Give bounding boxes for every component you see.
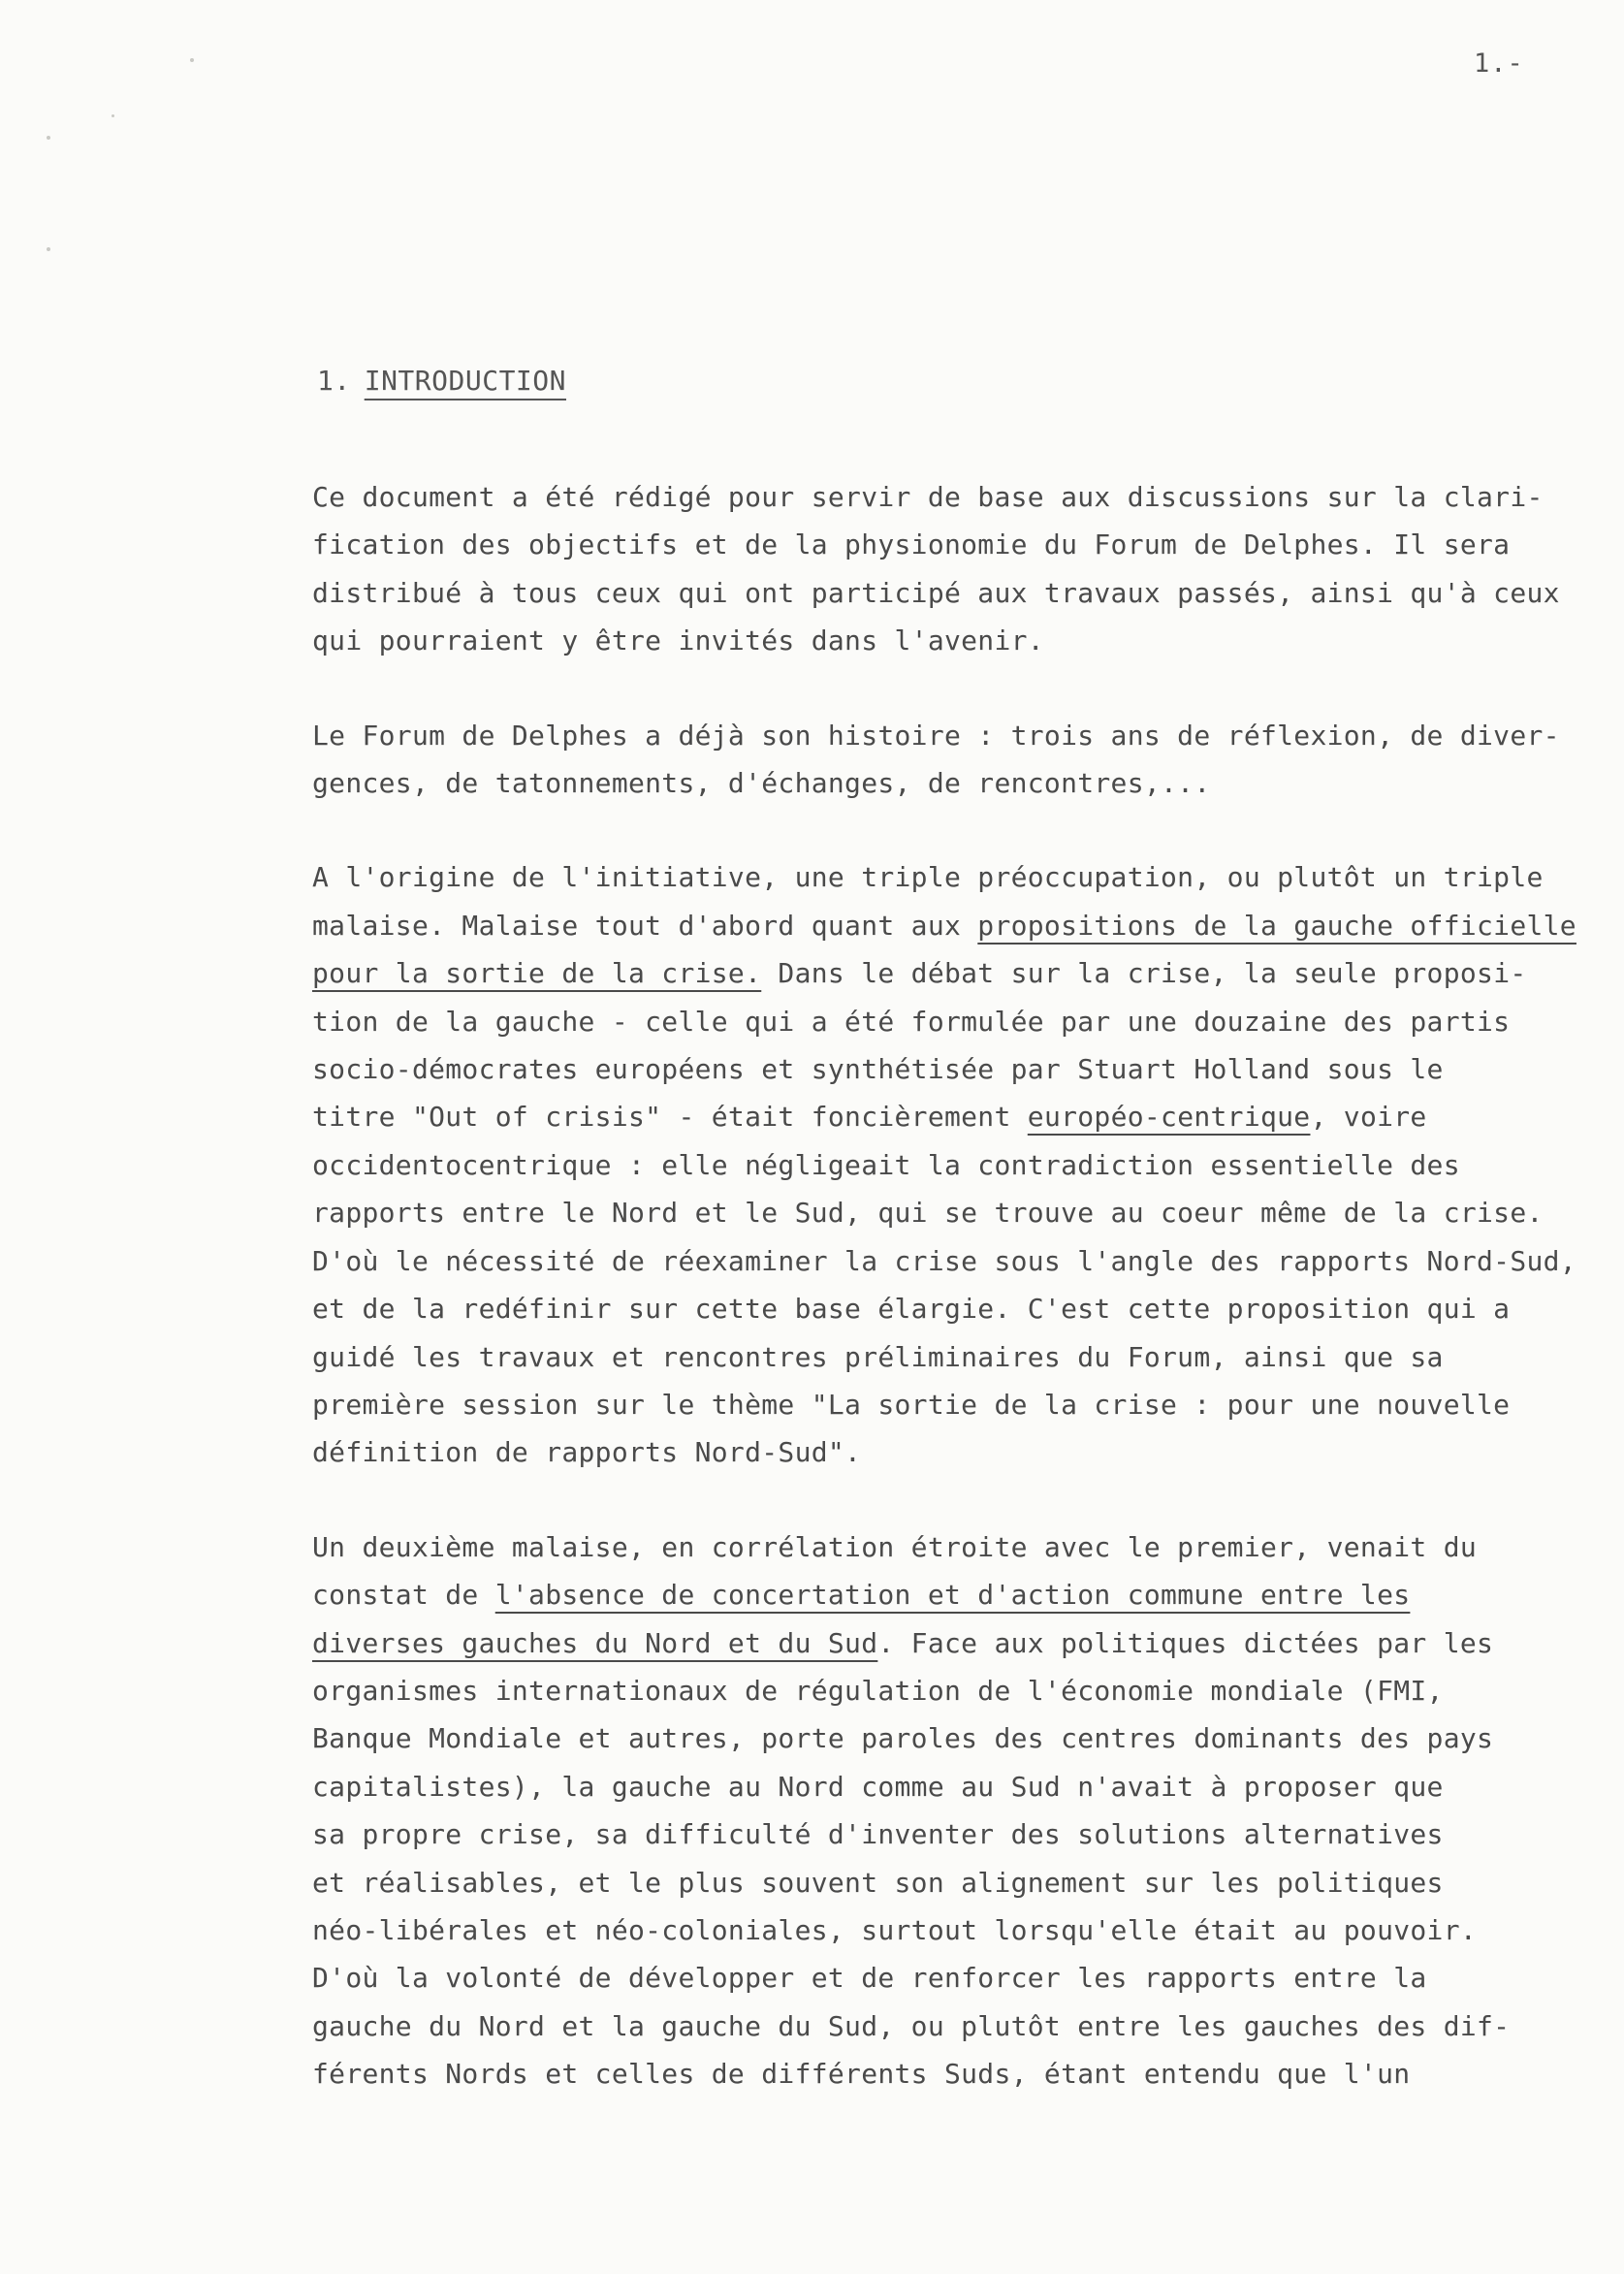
- section-title: INTRODUCTION: [364, 365, 567, 397]
- text-line: [312, 853, 1544, 901]
- paragraph-4: [312, 1523, 1544, 2098]
- text-line: [312, 998, 1544, 1045]
- text-segment: capitalistes), la gauche au Nord comme au Sud n'avait à proposer que: [312, 1770, 1444, 1803]
- text-segment: qui pourraient y être invités dans l'avenir.: [312, 625, 1044, 657]
- text-segment: Ce document a été rédigé pour servir de base aux discussions sur la clari-: [312, 481, 1544, 513]
- text-line: [312, 1381, 1544, 1428]
- text-segment: gauche du Nord et la gauche du Sud, ou plutôt entre les gauches des dif-: [312, 2009, 1511, 2042]
- section-number: 1.: [317, 365, 351, 397]
- text-segment: A l'origine de l'initiative, une triple préoccupation, ou plutôt un triple: [312, 861, 1544, 894]
- text-segment: D'où la volonté de développer et de renforcer les rapports entre la: [312, 1962, 1427, 1995]
- paper-speck: [47, 136, 50, 140]
- text-line: [312, 2002, 1544, 2050]
- text-segment: , voire: [1310, 1101, 1427, 1134]
- text-line: [312, 1906, 1544, 1954]
- paper-speck: [47, 247, 50, 251]
- text-line: [312, 1428, 1544, 1476]
- text-segment: distribué à tous ceux qui ont participé aux travaux passés, ainsi qu'à ceux: [312, 576, 1560, 609]
- text-line: [312, 1523, 1544, 1571]
- text-line: [312, 712, 1560, 759]
- text-segment: Dans le débat sur la crise, la seule proposi-: [761, 957, 1527, 990]
- text-segment: constat de: [312, 1579, 495, 1612]
- paragraph-3: [312, 853, 1576, 1476]
- text-segment: néo-libérales et néo-coloniales, surtout lorsqu'elle était au pouvoir.: [312, 1913, 1478, 1946]
- text-line: [312, 1571, 1544, 1618]
- text-line: [312, 1045, 1544, 1093]
- text-line: [312, 1619, 1544, 1667]
- text-line: [312, 902, 1576, 949]
- text-line: [312, 1285, 1544, 1332]
- text-segment: Banque Mondiale et autres, porte paroles des centres dominants des pays: [312, 1722, 1494, 1755]
- text-segment: fication des objectifs et de la physionomie du Forum de Delphes. Il sera: [312, 528, 1511, 561]
- text-line: [312, 1763, 1544, 1810]
- text-segment: sa propre crise, sa difficulté d'inventer des solutions alternatives: [312, 1818, 1444, 1851]
- underlined-text: l'absence de concertation et d'action commune entre les: [494, 1579, 1411, 1612]
- text-line: [312, 521, 1544, 568]
- text-segment: gences, de tatonnements, d'échanges, de rencontres,...: [312, 767, 1211, 800]
- text-line: [312, 1954, 1544, 2002]
- paper-speck: [190, 58, 194, 62]
- underlined-text: pour la sortie de la crise.: [312, 957, 762, 990]
- text-line: [312, 1093, 1544, 1140]
- text-line: [312, 617, 1544, 664]
- text-line: [312, 569, 1560, 617]
- text-segment: Un deuxième malaise, en corrélation étroite avec le premier, venait du: [312, 1530, 1478, 1563]
- underlined-text: diverses gauches du Nord et du Sud: [312, 1626, 878, 1659]
- text-segment: malaise. Malaise tout d'abord quant aux: [312, 909, 978, 942]
- text-segment: socio-démocrates européens et synthétisée par Stuart Holland sous le: [312, 1053, 1444, 1086]
- text-segment: férents Nords et celles de différents Suds, étant entendu que l'un: [312, 2058, 1411, 2091]
- text-segment: guidé les travaux et rencontres préliminaires du Forum, ainsi que sa: [312, 1340, 1444, 1373]
- underlined-text: européo-centrique: [1027, 1101, 1311, 1134]
- text-segment: et de la redéfinir sur cette base élargie. C'est cette proposition qui a: [312, 1293, 1511, 1326]
- text-line: [312, 1333, 1544, 1381]
- text-segment: première session sur le thème "La sortie de la crise : pour une nouvelle: [312, 1388, 1511, 1421]
- paper-speck: [111, 114, 114, 117]
- text-segment: occidentocentrique : elle négligeait la contradiction essentielle des: [312, 1148, 1460, 1181]
- text-line: [312, 1237, 1576, 1285]
- paragraph-2: [312, 712, 1560, 808]
- text-line: [312, 949, 1544, 997]
- text-segment: tion de la gauche - celle qui a été formulée par une douzaine des partis: [312, 1005, 1511, 1038]
- body-text: [312, 473, 1576, 2145]
- text-segment: D'où le nécessité de réexaminer la crise sous l'angle des rapports Nord-Sud,: [312, 1244, 1576, 1277]
- text-segment: définition de rapports Nord-Sud".: [312, 1436, 862, 1469]
- section-heading: [317, 365, 566, 397]
- page-number: 1.-: [1474, 48, 1524, 79]
- text-line: [312, 1859, 1544, 1906]
- underlined-text: propositions de la gauche officielle: [977, 909, 1576, 942]
- text-segment: . Face aux politiques dictées par les: [877, 1626, 1494, 1659]
- paragraph-1: [312, 473, 1560, 665]
- text-line: [312, 1141, 1544, 1189]
- text-line: [312, 1810, 1544, 1858]
- text-line: [312, 759, 1544, 807]
- text-segment: organismes internationaux de régulation de l'économie mondiale (FMI,: [312, 1674, 1444, 1707]
- text-line: [312, 1667, 1544, 1714]
- text-line: [312, 2050, 1544, 2098]
- text-line: [312, 473, 1544, 521]
- text-line: [312, 1189, 1544, 1236]
- text-line: [312, 1714, 1544, 1762]
- text-segment: titre "Out of crisis" - était foncièrement: [312, 1101, 1028, 1134]
- text-segment: rapports entre le Nord et le Sud, qui se trouve au coeur même de la crise.: [312, 1197, 1544, 1230]
- text-segment: Le Forum de Delphes a déjà son histoire : trois ans de réflexion, de diver-: [312, 719, 1560, 752]
- text-segment: et réalisables, et le plus souvent son alignement sur les politiques: [312, 1866, 1444, 1899]
